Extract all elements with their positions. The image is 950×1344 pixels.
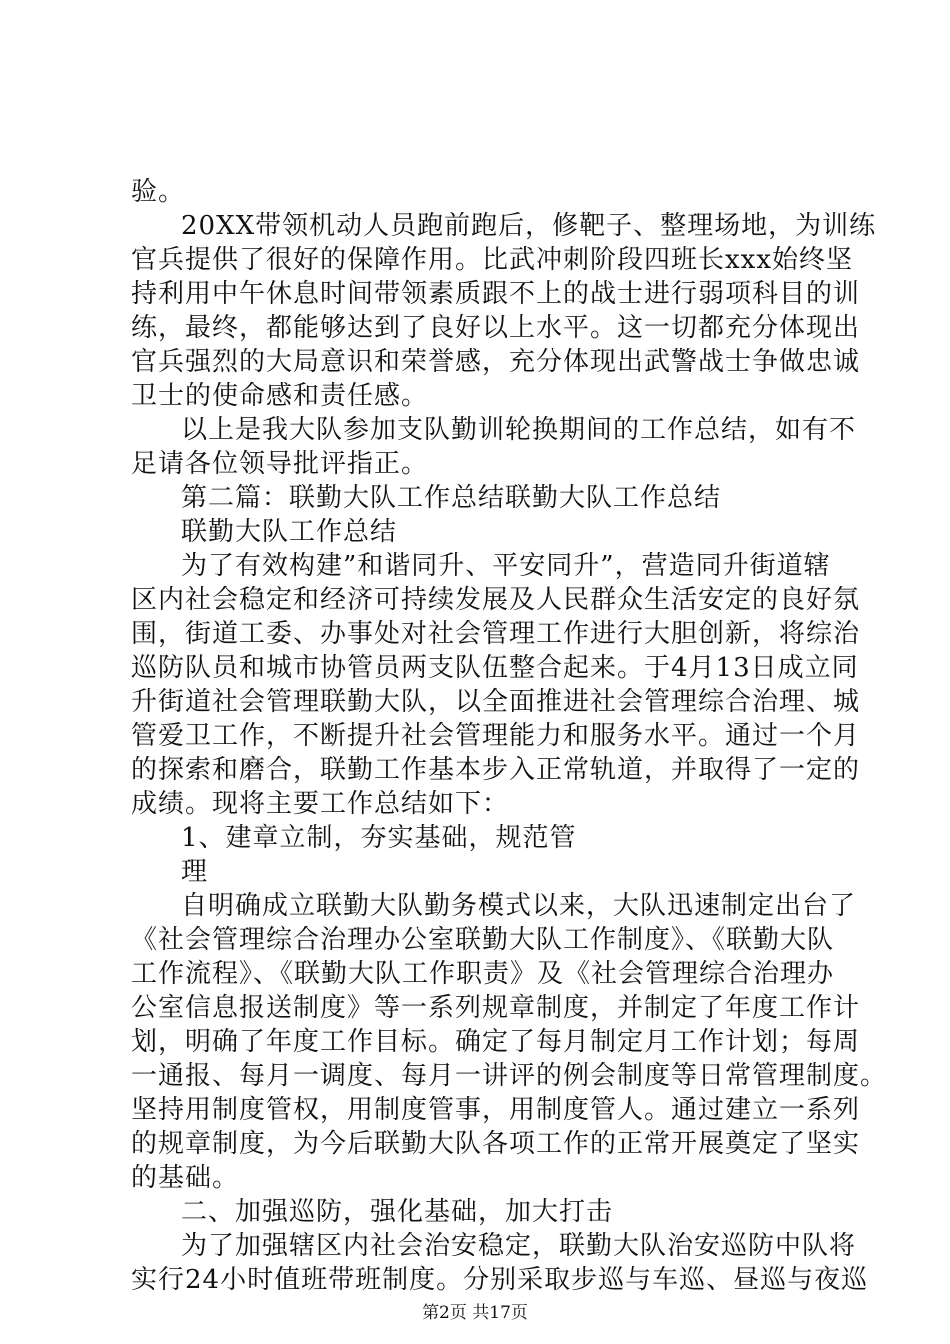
text-line: 坚持用制度管权，用制度管事，用制度管人。通过建立一系列 (131, 1095, 861, 1125)
section-heading: 第二篇：联勤大队工作总结联勤大队工作总结 (181, 483, 722, 513)
text-line: 成绩。现将主要工作总结如下： (131, 789, 510, 819)
text-line: 围，街道工委、办事处对社会管理工作进行大胆创新，将综治 (131, 619, 861, 649)
text-line: 公室信息报送制度》等一系列规章制度，并制定了年度工作计 (131, 993, 861, 1023)
text-line: 的规章制度，为今后联勤大队各项工作的正常开展奠定了坚实 (131, 1129, 861, 1159)
text-line: 《社会管理综合治理办公室联勤大队工作制度》、《联勤大队 (131, 925, 835, 955)
text-line: 官兵强烈的大局意识和荣誉感，充分体现出武警战士争做忠诚 (131, 347, 861, 377)
text-line: 验。 (131, 177, 186, 207)
text-line: 为了有效构建”和谐同升、平安同升”，营造同升街道辖 (181, 551, 831, 581)
text-line: 以上是我大队参加支队勤训轮换期间的工作总结，如有不 (181, 415, 857, 445)
text-line: 巡防队员和城市协管员两支队伍整合起来。于4月13日成立同 (131, 653, 859, 683)
document-title: 联勤大队工作总结 (181, 517, 398, 547)
text-line: 为了加强辖区内社会治安稳定，联勤大队治安巡防中队将 (181, 1231, 857, 1261)
page-footer: 第2页 共17页 (422, 1303, 528, 1323)
text-line: 工作流程》、《联勤大队工作职责》及《社会管理综合治理办 (131, 959, 835, 989)
subsection-heading-continued: 理 (181, 857, 209, 887)
text-line: 管爱卫工作，不断提升社会管理能力和服务水平。通过一个月 (131, 721, 861, 751)
text-line: 持利用中午休息时间带领素质跟不上的战士进行弱项科目的训 (131, 279, 861, 309)
text-line: 一通报、每月一调度、每月一讲评的例会制度等日常管理制度。 (131, 1061, 888, 1091)
text-line: 实行24小时值班带班制度。分别采取步巡与车巡、昼巡与夜巡 (131, 1265, 869, 1295)
text-line: 的探索和磨合，联勤工作基本步入正常轨道，并取得了一定的 (131, 755, 861, 785)
text-line: 官兵提供了很好的保障作用。比武冲刺阶段四班长xxx始终坚 (131, 245, 853, 275)
text-line: 的基础。 (131, 1163, 240, 1193)
subsection-heading: 1、建章立制，夯实基础，规范管 (181, 823, 577, 853)
text-line: 升街道社会管理联勤大队，以全面推进社会管理综合治理、城 (131, 687, 861, 717)
text-line: 20XX带领机动人员跑前跑后，修靶子、整理场地，为训练 (181, 211, 877, 241)
text-line: 练，最终，都能够达到了良好以上水平。这一切都充分体现出 (131, 313, 861, 343)
text-line: 划，明确了年度工作目标。确定了每月制定月工作计划；每周 (131, 1027, 861, 1057)
subsection-heading: 二、加强巡防，强化基础，加大打击 (181, 1197, 614, 1227)
text-line: 区内社会稳定和经济可持续发展及人民群众生活安定的良好氛 (131, 585, 861, 615)
text-line: 自明确成立联勤大队勤务模式以来，大队迅速制定出台了 (181, 891, 857, 921)
text-line: 卫士的使命感和责任感。 (131, 381, 429, 411)
text-line: 足请各位领导批评指正。 (131, 449, 429, 479)
